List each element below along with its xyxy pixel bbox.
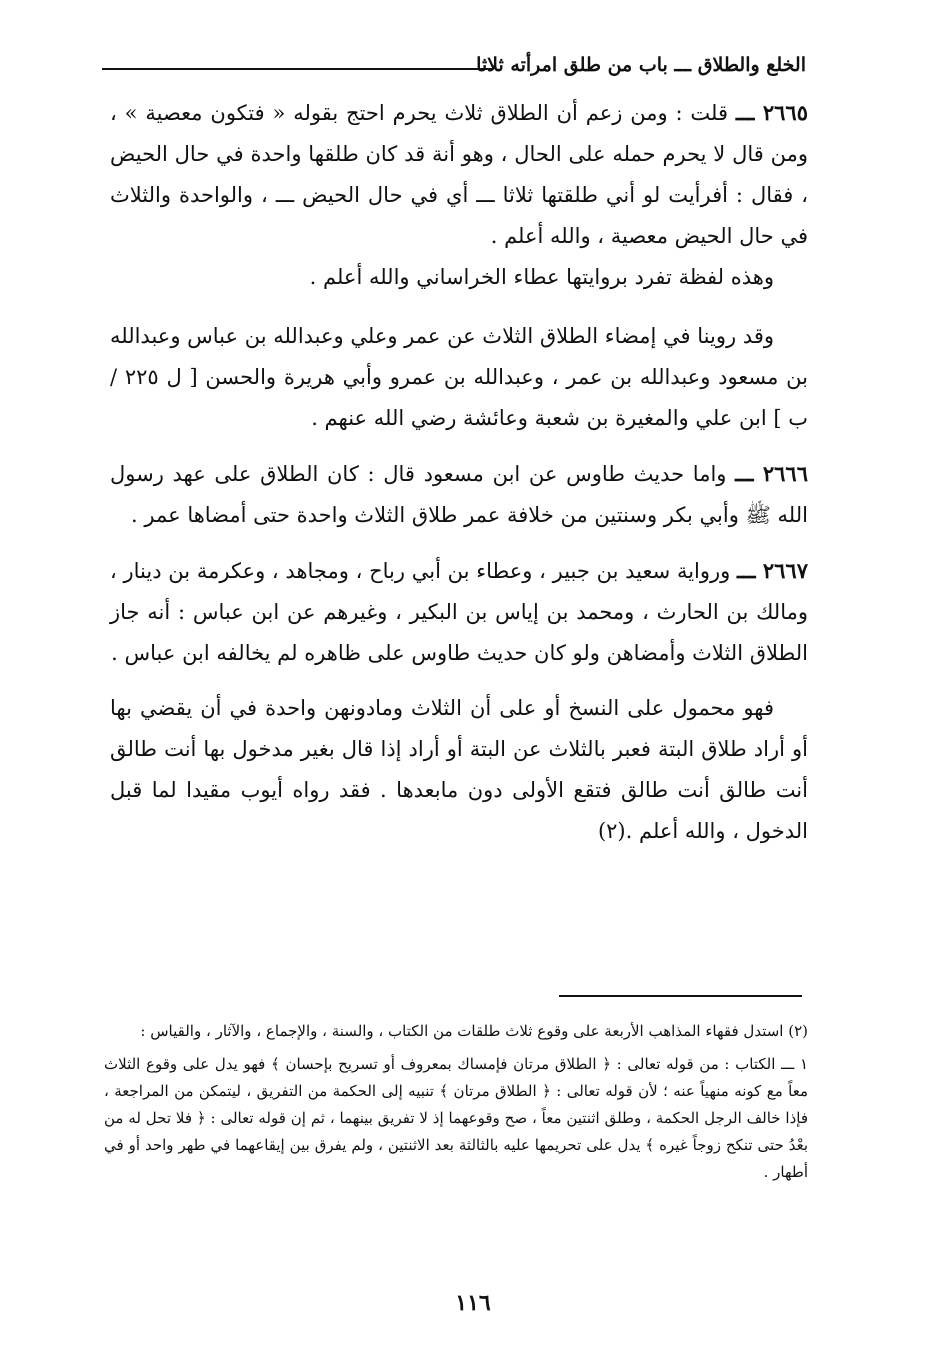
paragraph-riwayah: وقد روينا في إمضاء الطلاق الثلاث عن عمر وعلي وعبدالله بن عباس وعبدالله بن مسعود وعبدالله بن عمر ، وعبدالله بن عمرو وأبي هريرة والحسن [ ل ٢٢٥ / ب ] ابن علي والمغيرة بن شعبة وعائشة رضي الله عنهم . — [109, 324, 808, 430]
paragraph-gap — [110, 439, 808, 453]
footnote-2-item-1: ١ ـــ الكتاب : من قوله تعالى : ﴿ الطلاق مرتان فإمساك بمعروف أو تسريح بإحسان ﴾ فهو يدل على وقوع الثلاث معاً مع كونه منهياً عنه ؛ لأن قوله تعالى : ﴿ الطلاق مرتان ﴾ تنبيه إلى الحكمة من التفريق ، ليتمكن من المراجعة ، فإذا خالف الرجل الحكمة ، وطلق اثنتين معاً ، صح وقوعهما إذ لا تفريق بينهما ، ثم إن قوله تعالى : ﴿ فلا تحل له من بعْدُ حتى تنكح زوجاً غيره ﴾ يدل على تحريمها عليه بالثالثة بعد الاثنتين ، ولم يفرق بين إيقاعهما في طهر واحد أو في أطهار . — [104, 1055, 808, 1181]
hadith-number: ٢٦٦٥ ـــ — [735, 100, 808, 125]
footnote-2-intro: (٢) استدل فقهاء المذاهب الأربعة على وقوع ثلاث طلقات من الكتاب ، والسنة ، والإجماع ، والآثار ، والقياس : — [140, 1022, 808, 1040]
paragraph-2665 — [110, 92, 808, 257]
footnote-rule — [559, 995, 802, 997]
page-number: ١١٦ — [455, 1290, 491, 1316]
running-title: الخلع والطلاق ـــ باب من طلق امرأته ثلاثا — [476, 54, 806, 76]
paragraph-text: قلت : ومن زعم أن الطلاق ثلاث يحرم احتج بقوله « فتكون معصية » ، ومن قال لا يحرم حمله على الحال ، وهو أنة قد كان طلقها واحدة في حال الحيض ، فقال : أفرأيت لو أني طلقتها ثلاثا ـــ أي في حال الحيض ـــ ، والواحدة والثلاث في حال الحيض معصية ، والله أعلم . — [110, 101, 808, 248]
paragraph-gap — [110, 298, 808, 316]
page-header — [100, 54, 806, 94]
paragraph-text: ورواية سعيد بن جبير ، وعطاء بن أبي رباح ، ومجاهد ، وعكرمة بن دينار ، ومالك بن الحارث ، ومحمد بن إياس بن البكير ، وغيرهم عن ابن عباس : أنه جاز الطلاق الثلاث وأمضاهن ولو كان حديث طاوس على ظاهره لم يخالفه ابن عباس . — [110, 559, 808, 665]
hadith-number: ٢٦٦٧ ـــ — [737, 558, 808, 583]
header-rule — [102, 68, 492, 70]
footnotes — [104, 1018, 808, 1186]
hadith-number: ٢٦٦٦ ـــ — [735, 461, 808, 486]
paragraph-gap — [110, 674, 808, 688]
paragraph-fahuwa: فهو محمول على النسخ أو على أن الثلاث ومادونهن واحدة في أن يقضي بها أو أراد طلاق البتة فعبر بالثلاث عن البتة أو أراد إذا قال بغير مدخول بها أنت طالق أنت طالق أنت طالق فتقع الأولى دون مابعدها . فقد رواه أيوب مقيدا لما قبل الدخول ، والله أعلم .(٢) — [110, 696, 808, 843]
main-text — [110, 92, 808, 852]
paragraph-lafza: وهذه لفظة تفرد بروايتها عطاء الخراساني والله أعلم . — [309, 265, 774, 289]
paragraph-2667 — [110, 550, 808, 674]
paragraph-text: واما حديث طاوس عن ابن مسعود قال : كان الطلاق على عهد رسول الله ﷺ وأبي بكر وسنتين من خلافة عمر طلاق الثلاث واحدة حتى أمضاها عمر . — [110, 462, 808, 527]
paragraph-2666 — [110, 453, 808, 536]
paragraph-gap — [110, 536, 808, 550]
